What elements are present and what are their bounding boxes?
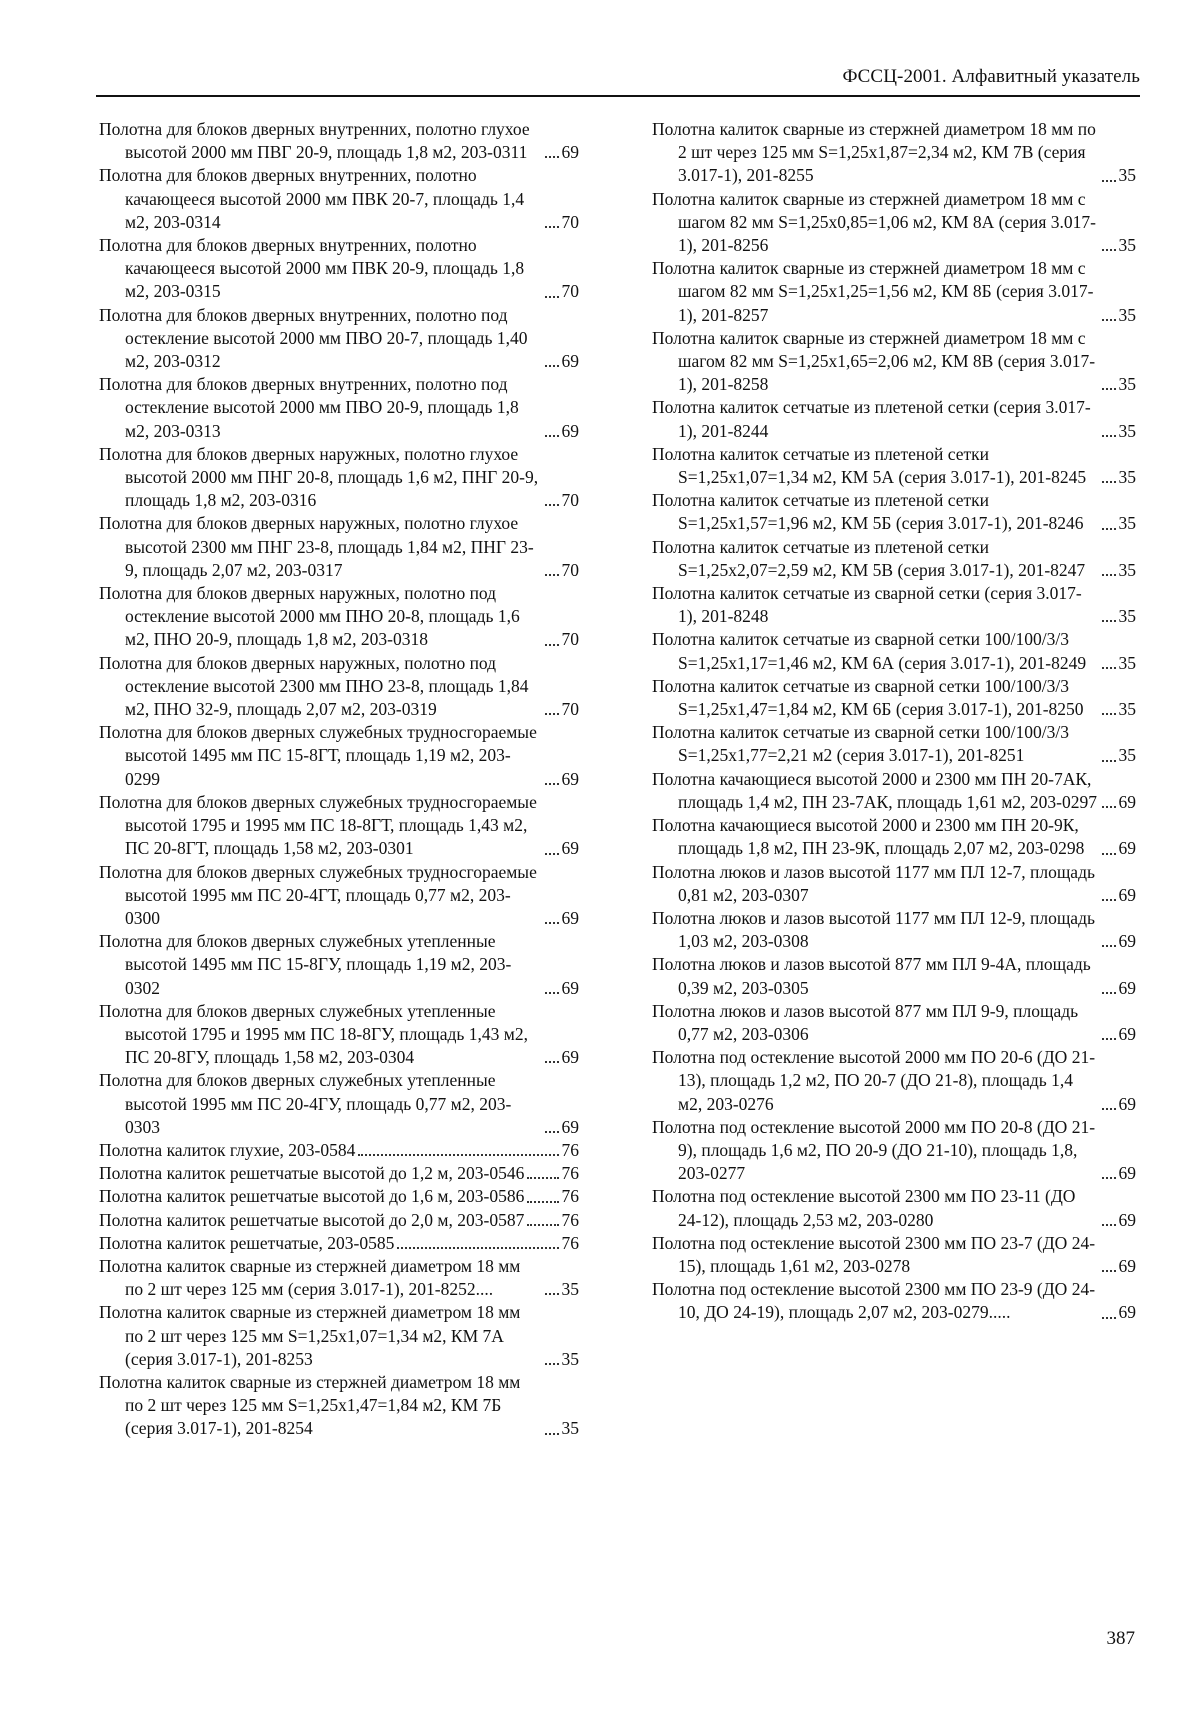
index-entry-page: 69 [1118,1209,1136,1230]
index-entry-page: 35 [1118,374,1136,395]
dot-leader [1102,481,1116,483]
running-header: ФССЦ-2001. Алфавитный указатель [842,66,1140,87]
dot-leader [1102,1108,1116,1110]
index-entry-text: Полотна люков и лазов высотой 1177 мм ПЛ 12-7, площадь 0,81 м2, 203-0307 [652,861,1095,905]
index-entry [652,1232,1136,1278]
index-entry-page: 35 [561,1279,579,1300]
index-entry-page: 69 [561,351,579,372]
index-entry-text: Полотна для блоков дверных служебных утепленные высотой 1995 мм ПС 20-4ГУ, площадь 0,77 м2, 203-0303 [99,1070,512,1137]
index-entry-text: Полотна для блоков дверных служебных утепленные высотой 1495 мм ПС 15-8ГУ, площадь 1,19 м2, 203-0302 [99,931,512,998]
index-entry-text: Полотна для блоков дверных внутренних, полотно под остекление высотой 2000 мм ПВО 20-7, площадь 1,40 м2, 203-0312 [99,304,528,372]
index-entry-text: Полотна для блоков дверных внутренних, полотно глухое высотой 2000 мм ПВГ 20-9, площадь 1,8 м2, 203-0311 [99,119,530,163]
dot-leader [545,713,559,715]
dot-leader [1102,667,1116,669]
index-entry-page: 35 [1118,235,1136,256]
index-entry-page: 69 [1118,1093,1136,1114]
index-entry-text: Полотна под остекление высотой 2300 мм ПО 23-11 (ДО 24-12), площадь 2,53 м2, 203-0280 [652,1186,1076,1230]
index-entry-page: 76 [561,1209,579,1230]
dot-leader [545,992,559,994]
index-entry-page: 70 [561,629,579,650]
index-entry-text: Полотна калиток сварные из стержней диаметром 18 мм по 2 шт через 125 мм (серия 3.017-1), 201-8252.... [99,1255,521,1300]
index-entry-page: 69 [1118,791,1136,812]
index-entry [652,1185,1136,1231]
index-entry-page: 35 [1118,420,1136,441]
dot-leader [545,783,559,785]
index-entry [99,1301,579,1371]
index-entry-text: Полотна для блоков дверных внутренних, полотно качающееся высотой 2000 мм ПВК 20-9, площадь 1,8 м2, 203-0315 [99,235,525,302]
index-entry-text: Полотна калиток сварные из стержней диаметром 18 мм с шагом 82 мм S=1,25x1,65=2,06 м2, КМ 8В (серия 3.017-1), 201-8258 [652,327,1096,395]
index-entry [99,1371,579,1441]
index-entry [99,652,579,722]
dot-leader [545,853,559,855]
index-entry [652,118,1136,188]
index-entry [652,675,1136,721]
index-entry [652,721,1136,767]
dot-leader [1102,992,1116,994]
index-column-right [652,118,1136,1325]
index-entry-text: Полотна для блоков дверных служебных трудносгораемые высотой 1495 мм ПС 15-8ГТ, площадь 1,19 м2, 203-0299 [99,722,537,789]
index-entry-page: 35 [1118,513,1136,534]
dot-leader [545,296,559,298]
index-entry [652,536,1136,582]
index-entry-text: Полотна калиток сетчатые из плетеной сетки (серия 3.017-1), 201-8244 [652,397,1091,441]
index-entry-text: Полотна калиток сетчатые из плетеной сетки S=1,25x1,57=1,96 м2, КМ 5Б (серия 3.017-1), 201-8246 [652,490,1084,534]
index-entry [652,768,1136,814]
index-entry-page: 69 [1118,1255,1136,1276]
dot-leader [1102,180,1116,182]
index-entry-page: 69 [561,768,579,789]
index-entry [652,1000,1136,1046]
index-entry-text: Полотна калиток сетчатые из сварной сетки (серия 3.017-1), 201-8248 [652,583,1082,627]
index-entry-text: Полотна калиток сварные из стержней диаметром 18 мм по 2 шт через 125 мм S=1,25x1,47=1,84 м2, КМ 7Б (серия 3.017-1), 201-8254 [99,1371,521,1439]
index-entry-text: Полотна калиток решетчатые высотой до 1,6 м, 203-0586 [99,1186,525,1207]
index-entry-page: 69 [1118,931,1136,952]
index-entry [652,188,1136,258]
index-entry-page: 69 [1118,1163,1136,1184]
dot-leader [358,1154,558,1156]
dot-leader [1102,1270,1116,1272]
dot-leader [527,1224,558,1226]
index-entry-page: 69 [1118,977,1136,998]
index-entry-text: Полотна люков и лазов высотой 877 мм ПЛ 9-4А, площадь 0,39 м2, 203-0305 [652,954,1091,998]
index-entry-page: 35 [1118,745,1136,766]
dot-leader [545,1131,559,1133]
index-entry-text: Полотна люков и лазов высотой 1177 мм ПЛ 12-9, площадь 1,03 м2, 203-0308 [652,907,1095,952]
dot-leader [1102,1317,1116,1319]
dot-leader [545,644,559,646]
index-entry-text: Полотна калиток сетчатые из сварной сетки 100/100/3/3 S=1,25x1,47=1,84 м2, КМ 6Б (серия 3.017-1), 201-8250 [652,675,1084,720]
index-entry [652,1046,1136,1116]
index-entry-text: Полотна люков и лазов высотой 877 мм ПЛ 9-9, площадь 0,77 м2, 203-0306 [652,1000,1079,1044]
index-entry-text: Полотна под остекление высотой 2300 мм ПО 23-9 (ДО 24-10, ДО 24-19), площадь 2,07 м2, 203-0279..... [652,1279,1096,1323]
dot-leader [1102,1038,1116,1040]
index-entry-page: 69 [561,977,579,998]
dot-leader [1102,1177,1116,1179]
index-entry-page: 35 [1118,559,1136,580]
dot-leader [1102,853,1116,855]
index-entry-page: 35 [1118,606,1136,627]
index-entry-page: 70 [561,699,579,720]
index-entry [99,1000,579,1070]
dot-leader [1102,1224,1116,1226]
dot-leader [1102,899,1116,901]
index-entry-text: Полотна калиток сетчатые из сварной сетки 100/100/3/3 S=1,25x1,17=1,46 м2, КМ 6А (серия 3.017-1), 201-8249 [652,629,1087,673]
index-entry [652,814,1136,860]
index-entry-page: 69 [1118,838,1136,859]
index-entry [99,1232,579,1255]
index-entry [99,443,579,513]
index-entry-page: 76 [561,1163,579,1184]
index-entry-page: 70 [561,490,579,511]
page-number: 387 [1106,1628,1135,1649]
index-entry [652,489,1136,535]
dot-leader [545,365,559,367]
index-entry [99,582,579,652]
index-entry-page: 69 [561,142,579,163]
index-entry [99,930,579,1000]
index-entry [652,953,1136,999]
dot-leader [1102,528,1116,530]
index-entry-text: Полотна для блоков дверных наружных, полотно под остекление высотой 2000 мм ПНО 20-8, площадь 1,6 м2, ПНО 20-9, площадь 1,8 м2, 203-0318 [99,583,520,650]
index-entry [99,304,579,374]
index-entry [652,907,1136,953]
index-entry-page: 70 [561,281,579,302]
index-entry-page: 76 [561,1232,579,1253]
index-entry-page: 35 [1118,304,1136,325]
index-entry-page: 69 [561,1116,579,1137]
index-column-left [99,118,579,1441]
header-rule [96,95,1140,97]
index-entry-text: Полотна для блоков дверных наружных, полотно глухое высотой 2000 мм ПНГ 20-8, площадь 1,6 м2, ПНГ 20-9, площадь 1,8 м2, 203-0316 [99,443,539,511]
index-entry-text: Полотна для блоков дверных внутренних, полотно качающееся высотой 2000 мм ПВК 20-7, площадь 1,4 м2, 203-0314 [99,165,525,232]
index-entry-text: Полотна калиток сварные из стержней диаметром 18 мм с шагом 82 мм S=1,25x0,85=1,06 м2, КМ 8А (серия 3.017-1), 201-8256 [652,188,1096,256]
index-entry-text: Полотна для блоков дверных внутренних, полотно под остекление высотой 2000 мм ПВО 20-9, площадь 1,8 м2, 203-0313 [99,374,519,441]
dot-leader [1102,319,1116,321]
index-entry-text: Полотна калиток сетчатые из плетеной сетки S=1,25x2,07=2,59 м2, КМ 5В (серия 3.017-1), 201-8247 [652,536,1086,580]
dot-leader [545,1061,559,1063]
dot-leader [545,1293,559,1295]
index-entry [652,1116,1136,1186]
index-entry-text: Полотна калиток сетчатые из плетеной сетки S=1,25x1,07=1,34 м2, КМ 5А (серия 3.017-1), 201-8245 [652,443,1087,488]
dot-leader [1102,249,1116,251]
index-entry-page: 35 [1118,467,1136,488]
index-entry [652,861,1136,907]
index-entry-page: 70 [561,211,579,232]
index-entry-page: 69 [561,907,579,928]
index-entry [99,1162,579,1185]
index-entry [99,791,579,861]
index-entry-text: Полотна для блоков дверных наружных, полотно глухое высотой 2300 мм ПНГ 23-8, площадь 1,84 м2, ПНГ 23-9, площадь 2,07 м2, 203-0317 [99,513,534,580]
dot-leader [545,504,559,506]
index-entry-text: Полотна под остекление высотой 2000 мм ПО 20-6 (ДО 21-13), площадь 1,2 м2, ПО 20-7 (ДО 21-8), площадь 1,4 м2, 203-0276 [652,1047,1096,1114]
index-entry [652,582,1136,628]
index-entry [652,396,1136,442]
dot-leader [527,1177,558,1179]
index-entry-text: Полотна калиток решетчатые высотой до 1,2 м, 203-0546 [99,1163,525,1184]
dot-leader [1102,388,1116,390]
index-entry-text: Полотна качающиеся высотой 2000 и 2300 мм ПН 20-7АК, площадь 1,4 м2, ПН 23-7АК, площадь 1,61 м2, 203-0297 [652,768,1097,812]
dot-leader [1102,435,1116,437]
index-entry [99,721,579,791]
index-entry-text: Полотна калиток сварные из стержней диаметром 18 мм с шагом 82 мм S=1,25x1,25=1,56 м2, КМ 8Б (серия 3.017-1), 201-8257 [652,258,1094,325]
dot-leader [1102,713,1116,715]
index-entry-page: 69 [561,838,579,859]
dot-leader [545,922,559,924]
index-entry [652,1278,1136,1324]
index-entry-page: 69 [561,1047,579,1068]
index-entry-text: Полотна калиток решетчатые высотой до 2,0 м, 203-0587 [99,1209,525,1230]
index-entry [99,1255,579,1301]
index-entry-text: Полотна калиток решетчатые, 203-0585 [99,1232,395,1253]
index-entry-text: Полотна под остекление высотой 2000 мм ПО 20-8 (ДО 21-9), площадь 1,6 м2, ПО 20-9 (ДО 21-10), площадь 1,8, 203-0277 [652,1116,1096,1184]
index-entry-text: Полотна калиток сварные из стержней диаметром 18 мм по 2 шт через 125 мм S=1,25x1,07=1,34 м2, КМ 7А (серия 3.017-1), 201-8253 [99,1302,521,1369]
dot-leader [1102,945,1116,947]
index-entry [99,373,579,443]
index-entry [652,257,1136,327]
dot-leader [1102,574,1116,576]
index-entry-text: Полотна калиток сетчатые из сварной сетки 100/100/3/3 S=1,25x1,77=2,21 м2 (серия 3.017-1), 201-8251 [652,722,1069,766]
index-entry-page: 69 [1118,884,1136,905]
dot-leader [545,156,559,158]
dot-leader [545,435,559,437]
dot-leader [1102,620,1116,622]
dot-leader [545,226,559,228]
index-entry [652,443,1136,489]
index-entry [99,118,579,164]
dot-leader [545,1363,559,1365]
index-entry-page: 35 [1118,165,1136,186]
index-entry [99,1209,579,1232]
index-entry-text: Полотна для блоков дверных наружных, полотно под остекление высотой 2300 мм ПНО 23-8, площадь 1,84 м2, ПНО 32-9, площадь 2,07 м2, 203-0319 [99,652,529,720]
index-entry-page: 69 [561,420,579,441]
index-entry [652,327,1136,397]
index-entry-page: 69 [1118,1023,1136,1044]
index-entry-text: Полотна под остекление высотой 2300 мм ПО 23-7 (ДО 24-15), площадь 1,61 м2, 203-0278 [652,1232,1096,1276]
index-entry [99,861,579,931]
index-entry-page: 69 [1118,1302,1136,1323]
index-entry-page: 35 [1118,652,1136,673]
index-entry-page: 35 [561,1348,579,1369]
index-entry-page: 35 [1118,699,1136,720]
dot-leader [527,1201,558,1203]
dot-leader [545,574,559,576]
index-entry-page: 76 [561,1186,579,1207]
index-entry-text: Полотна для блоков дверных служебных трудносгораемые высотой 1795 и 1995 мм ПС 18-8ГТ, площадь 1,43 м2, ПС 20-8ГТ, площадь 1,58 м2, 203-0301 [99,791,537,859]
dot-leader [1102,806,1116,808]
index-entry [99,164,579,234]
index-entry [99,1139,579,1162]
index-entry-page: 76 [561,1139,579,1160]
index-entry-text: Полотна качающиеся высотой 2000 и 2300 мм ПН 20-9К, площадь 1,8 м2, ПН 23-9К, площадь 2,07 м2, 203-0298 [652,815,1085,859]
index-entry [99,1069,579,1139]
index-entry [99,1185,579,1208]
index-entry-text: Полотна для блоков дверных служебных утепленные высотой 1795 и 1995 мм ПС 18-8ГУ, площадь 1,43 м2, ПС 20-8ГУ, площадь 1,58 м2, 203-0304 [99,1000,528,1068]
index-entry-text: Полотна калиток глухие, 203-0584 [99,1139,356,1160]
index-entry [99,234,579,304]
dot-leader [545,1433,559,1435]
index-entry-text: Полотна калиток сварные из стержней диаметром 18 мм по 2 шт через 125 мм S=1,25x1,87=2,34 м2, КМ 7В (серия 3.017-1), 201-8255 [652,119,1096,186]
index-entry-text: Полотна для блоков дверных служебных трудносгораемые высотой 1995 мм ПС 20-4ГТ, площадь 0,77 м2, 203-0300 [99,861,537,928]
index-entry-page: 35 [561,1418,579,1439]
index-entry [99,512,579,582]
index-entry-page: 70 [561,559,579,580]
index-entry [652,628,1136,674]
dot-leader [1102,760,1116,762]
dot-leader [397,1247,558,1249]
